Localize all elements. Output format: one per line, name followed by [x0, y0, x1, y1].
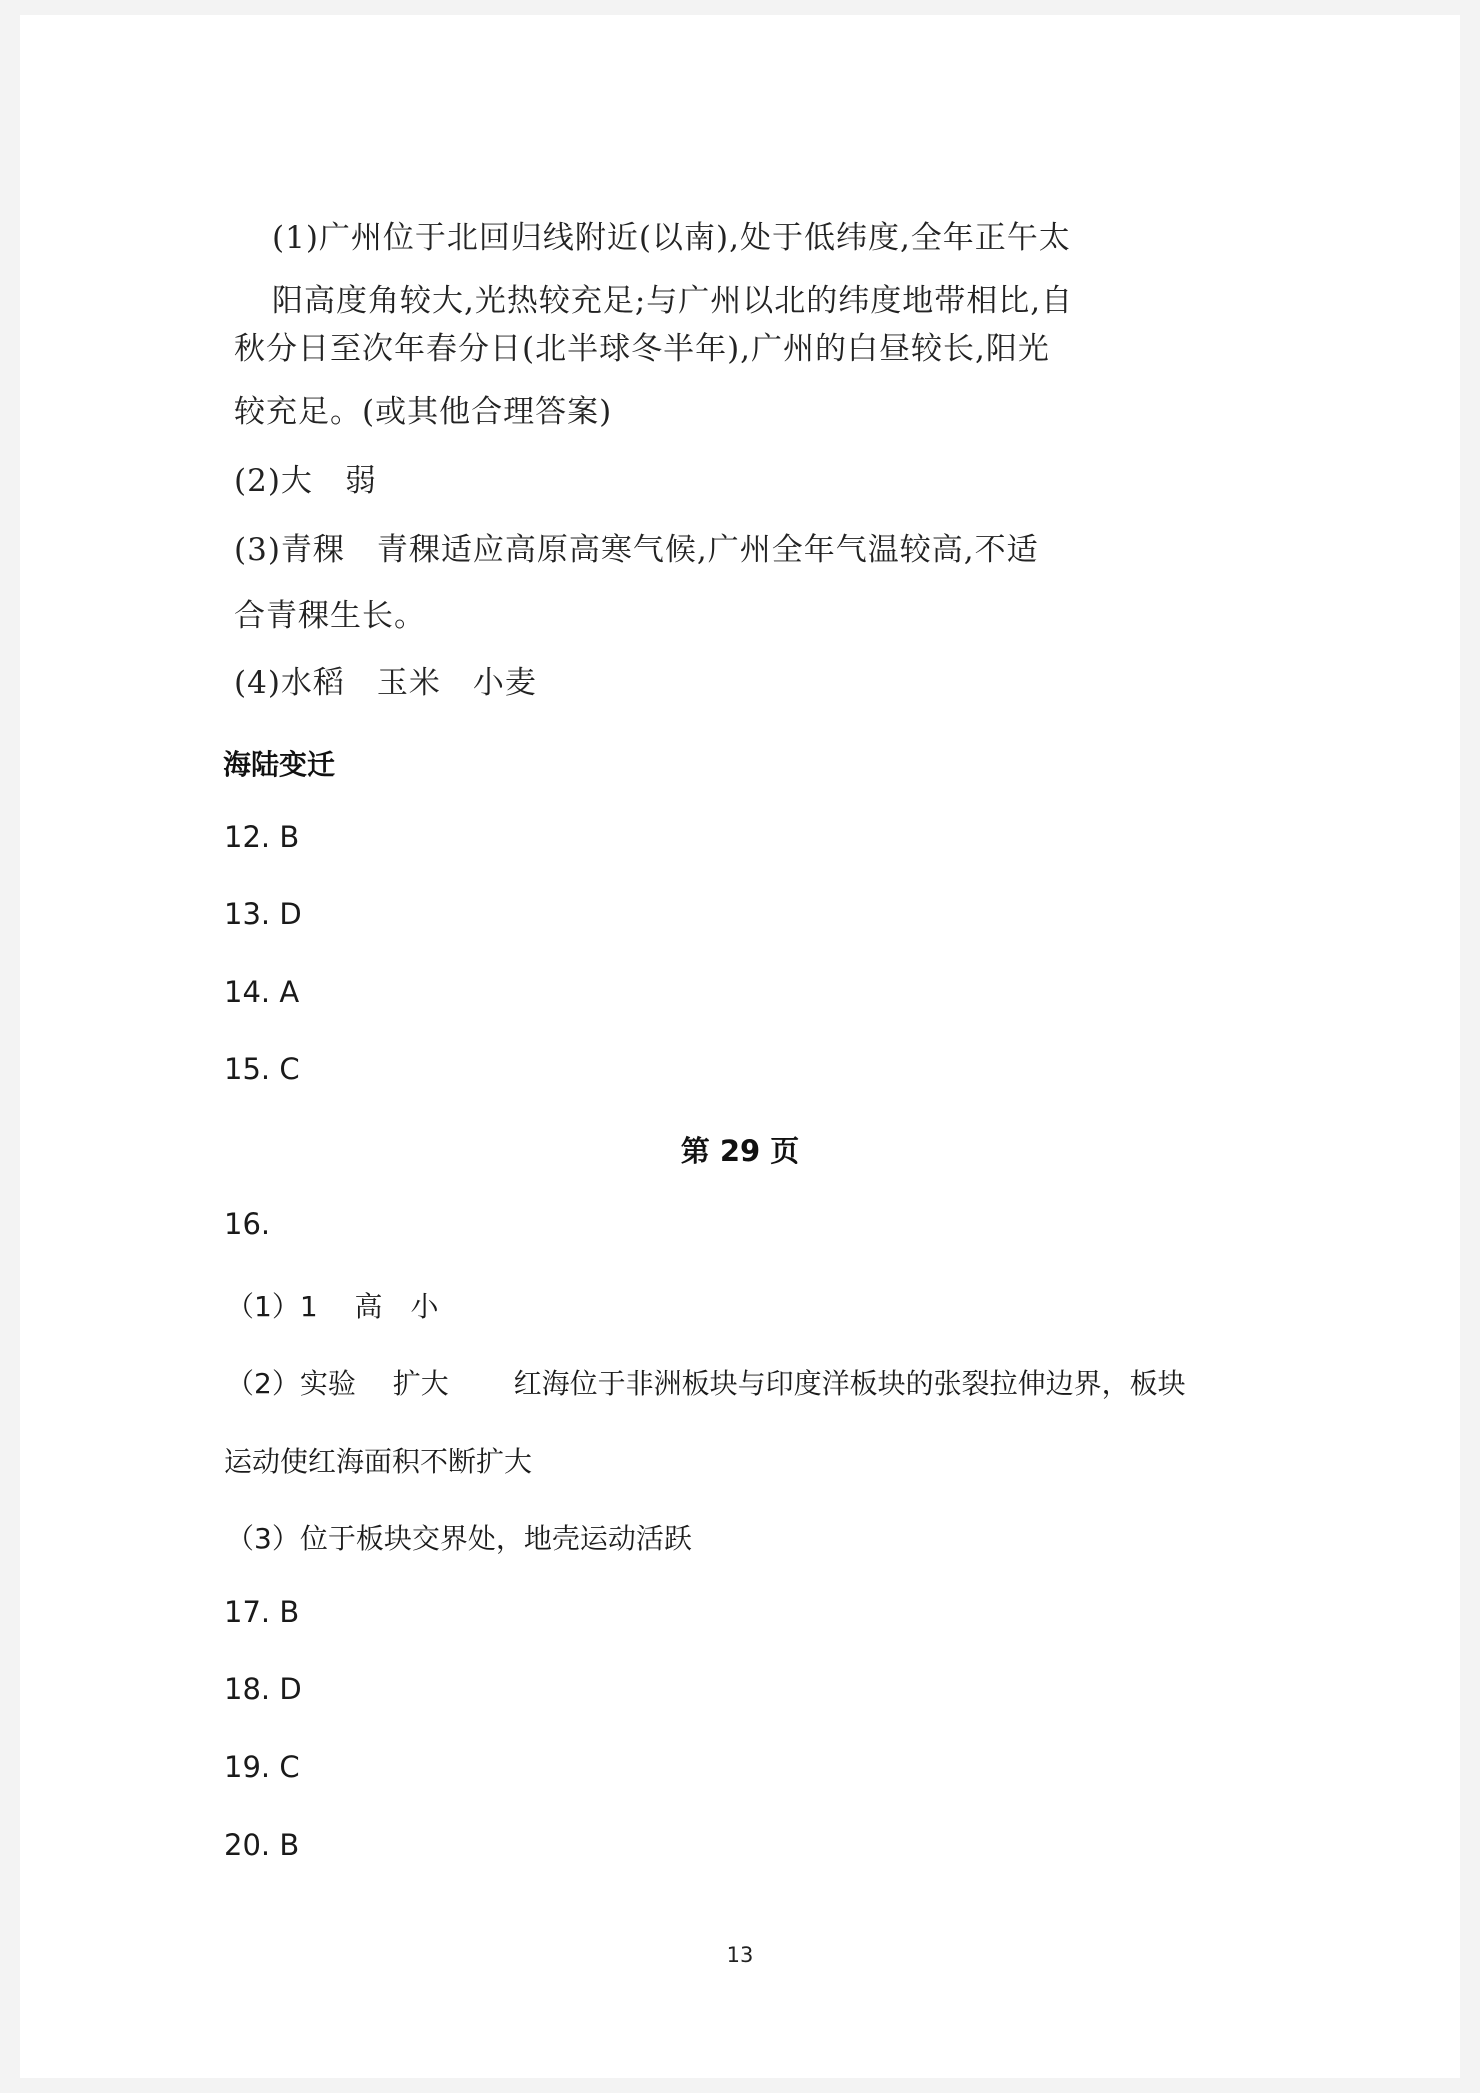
q3-answer-line-2: 合青稞生长。: [234, 598, 426, 634]
q1-answer-line-3: 秋分日至次年春分日(北半球冬半年),广州的白昼较长,阳光: [234, 331, 1050, 367]
q1-answer-line-4: 较充足。(或其他合理答案): [234, 394, 613, 430]
q2-answer: (2)大 弱: [234, 463, 377, 499]
page-number: 13: [726, 1943, 754, 1967]
answer-item: 14. A: [224, 975, 300, 1009]
answer-item: 20. B: [224, 1828, 300, 1862]
page-heading: 第 29 页: [680, 1134, 800, 1168]
q3-answer-line-1: (3)青稞 青稞适应高原高寒气候,广州全年气温较高,不适: [234, 532, 1039, 568]
q1-answer-line-2: 阳高度角较大,光热较充足;与广州以北的纬度地带相比,自: [272, 283, 1074, 319]
answer-item: 12. B: [224, 820, 300, 854]
answer-item: 13. D: [224, 897, 302, 931]
q1-answer-line-1: (1)广州位于北回归线附近(以南),处于低纬度,全年正午太: [272, 220, 1071, 256]
answer-item: 19. C: [224, 1750, 300, 1784]
q16-part-1: （1）1 高 小: [226, 1290, 439, 1323]
q16-part-3: （3）位于板块交界处，地壳运动活跃: [226, 1522, 692, 1555]
q16-part-2-continued: 运动使红海面积不断扩大: [224, 1445, 533, 1478]
answer-item: 18. D: [224, 1672, 302, 1706]
q4-answer: (4)水稻 玉米 小麦: [234, 665, 537, 701]
answer-item: 17. B: [224, 1595, 300, 1629]
q16-number: 16.: [224, 1207, 271, 1241]
section-title: 海陆变迁: [223, 748, 336, 781]
q16-part-2: （2）实验 扩大 红海位于非洲板块与印度洋板块的张裂拉伸边界，板块: [226, 1367, 1186, 1400]
answer-item: 15. C: [224, 1052, 300, 1086]
